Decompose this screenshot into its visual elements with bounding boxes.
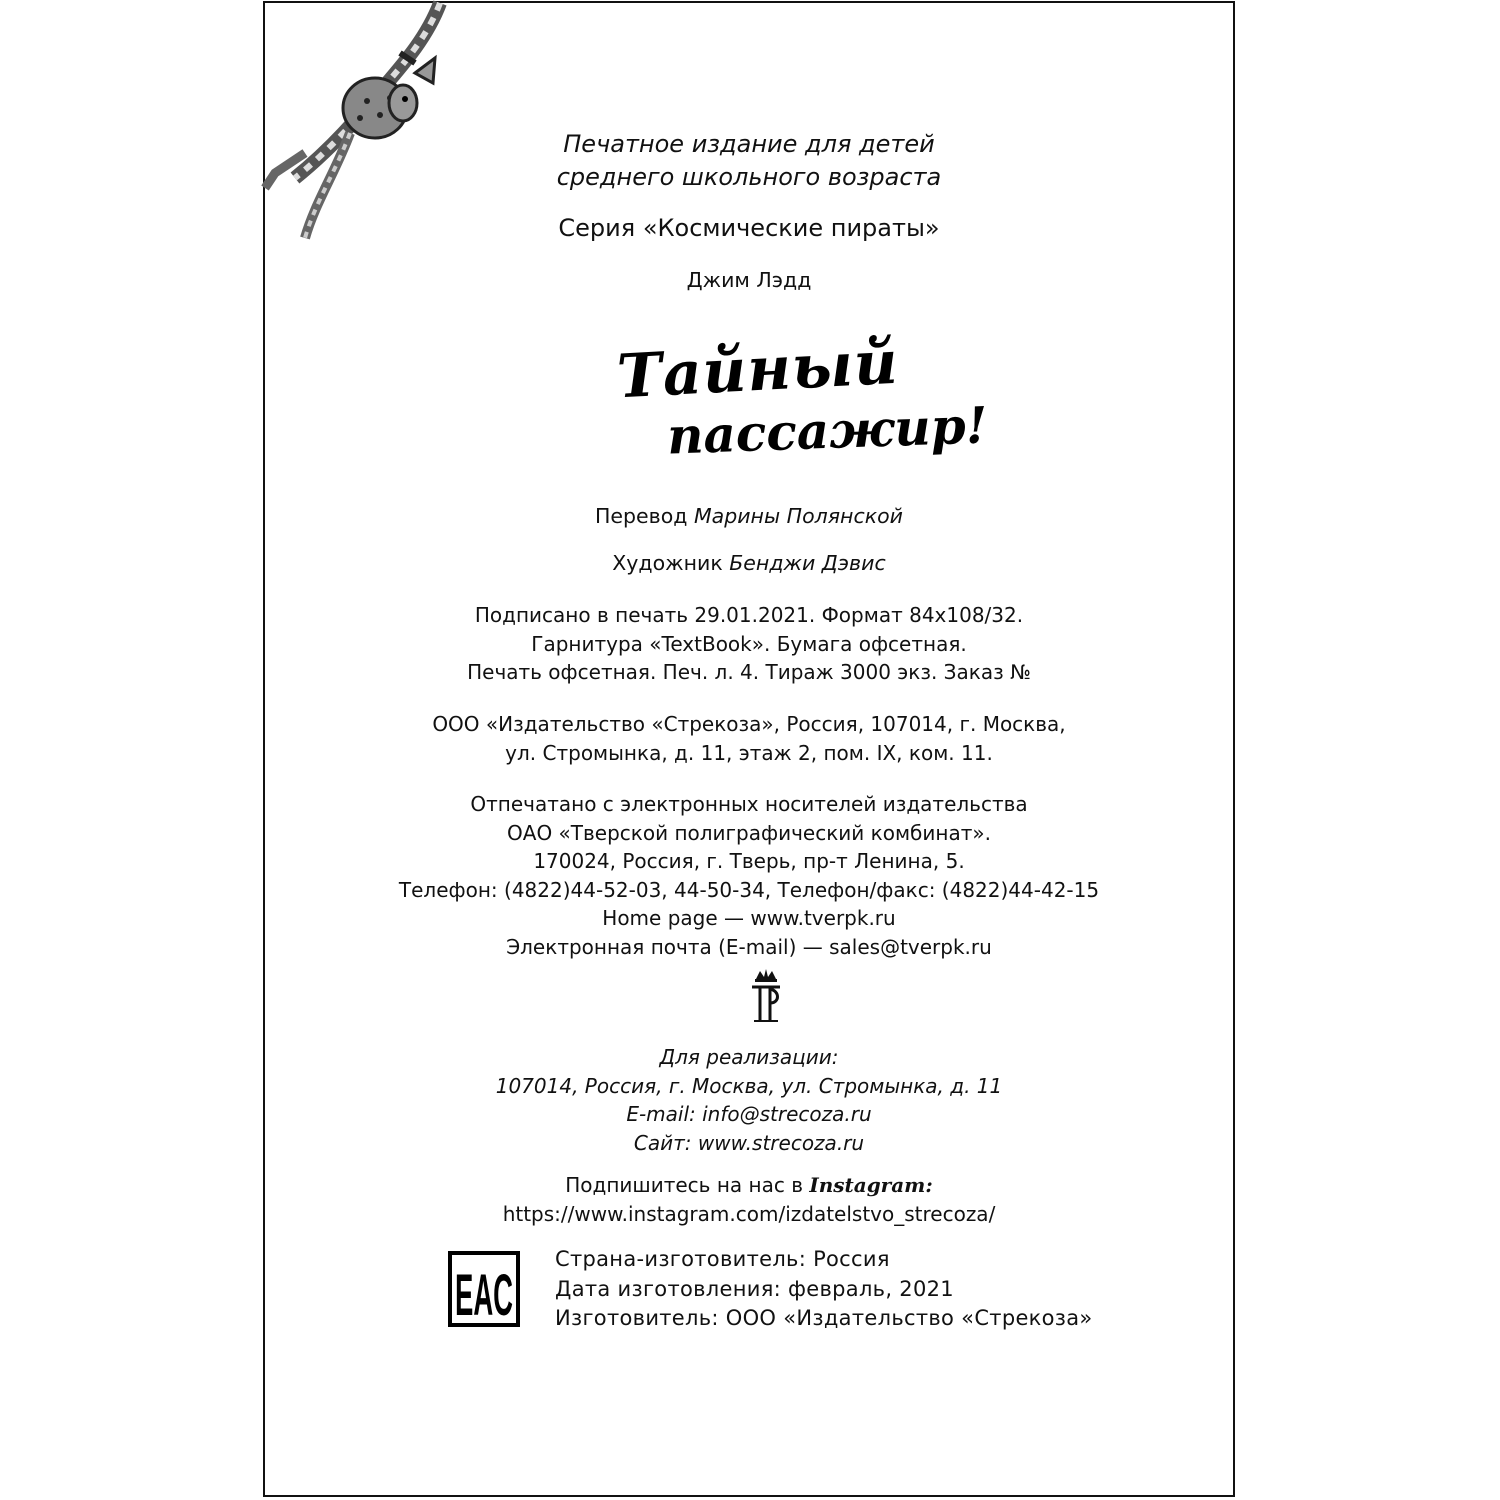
- translation-label: Перевод: [595, 504, 694, 528]
- title-line-2: пассажир!: [666, 395, 989, 466]
- print-info: [265, 601, 1233, 687]
- print-info-line: Подписано в печать 29.01.2021. Формат 84х108/32.: [474, 603, 1024, 627]
- printer-logo-icon: [746, 969, 786, 1025]
- translator-name: Марины Полянской: [693, 504, 903, 528]
- printer-info-line: ОАО «Тверской полиграфический комбинат».: [507, 820, 991, 845]
- author-name: Джим Лэдд: [686, 268, 812, 292]
- manufacturer-line: Дата изготовления: февраль, 2021: [555, 1276, 954, 1301]
- publisher-address-line: ООО «Издательство «Стрекоза», Россия, 107014, г. Москва,: [432, 712, 1066, 736]
- instagram-url[interactable]: https://www.instagram.com/izdatelstvo_strecoza/: [502, 1202, 996, 1226]
- series-name: Серия «Космические пираты»: [558, 214, 940, 242]
- eac-mark-icon: [448, 1251, 520, 1327]
- printer-info-line: Отпечатано с электронных носителей издательства: [470, 792, 1028, 816]
- monkey-on-rope-illustration: [265, 3, 465, 243]
- subscribe-block: [265, 1171, 1233, 1229]
- translation-credit: [265, 500, 1233, 532]
- printer-info-line: Телефон: (4822)44-52-03, 44-50-34, Телефон/факс: (4822)44-42-15: [398, 877, 1100, 902]
- subscribe-prefix: Подпишитесь на нас в: [565, 1173, 810, 1197]
- manufacturer-info: [555, 1245, 1093, 1334]
- publisher-address-line: ул. Стромынка, д. 11, этаж 2, пом. IX, ком. 11.: [505, 740, 993, 765]
- print-info-line: Гарнитура «TextBook». Бумага офсетная.: [531, 631, 967, 656]
- instagram-brand: Instagram:: [809, 1173, 933, 1197]
- printer-info-line: 170024, Россия, г. Тверь, пр-т Ленина, 5.: [533, 849, 965, 873]
- eac-mark-text: EAC: [455, 1263, 513, 1328]
- sales-info-line: 107014, Россия, г. Москва, ул. Стромынка, д. 11: [495, 1073, 1003, 1098]
- printer-info: [265, 790, 1233, 961]
- sales-info-line: E-mail: info@strecoza.ru: [626, 1102, 872, 1126]
- audience-line: среднего школьного возраста: [556, 163, 942, 191]
- artist-name: Бенджи Дэвис: [729, 551, 886, 575]
- audience-note: [265, 128, 1233, 194]
- sales-info: [265, 1043, 1233, 1157]
- audience-line: Печатное издание для детей: [563, 130, 935, 158]
- print-info-line: Печать офсетная. Печ. л. 4. Тираж 3000 экз. Заказ №: [467, 660, 1031, 684]
- manufacturer-line: Страна-изготовитель: Россия: [555, 1247, 890, 1271]
- sales-info-line: Сайт: www.strecoza.ru: [633, 1130, 865, 1155]
- sales-info-line: Для реализации:: [659, 1045, 839, 1069]
- imprint-page: [263, 1, 1235, 1497]
- title-line-1: Тайный: [615, 327, 901, 413]
- artist-credit: [265, 547, 1233, 579]
- printer-info-line: Home page — www.tverpk.ru: [602, 906, 896, 930]
- artist-label: Художник: [612, 551, 730, 575]
- manufacturer-line: Изготовитель: ООО «Издательство «Стрекоза»: [555, 1306, 1093, 1330]
- book-title: [605, 321, 989, 481]
- subscribe-line: [265, 1171, 1233, 1200]
- publisher-address: [265, 710, 1233, 767]
- printer-info-line: Электронная почта (E-mail) — sales@tverpk.ru: [506, 934, 992, 959]
